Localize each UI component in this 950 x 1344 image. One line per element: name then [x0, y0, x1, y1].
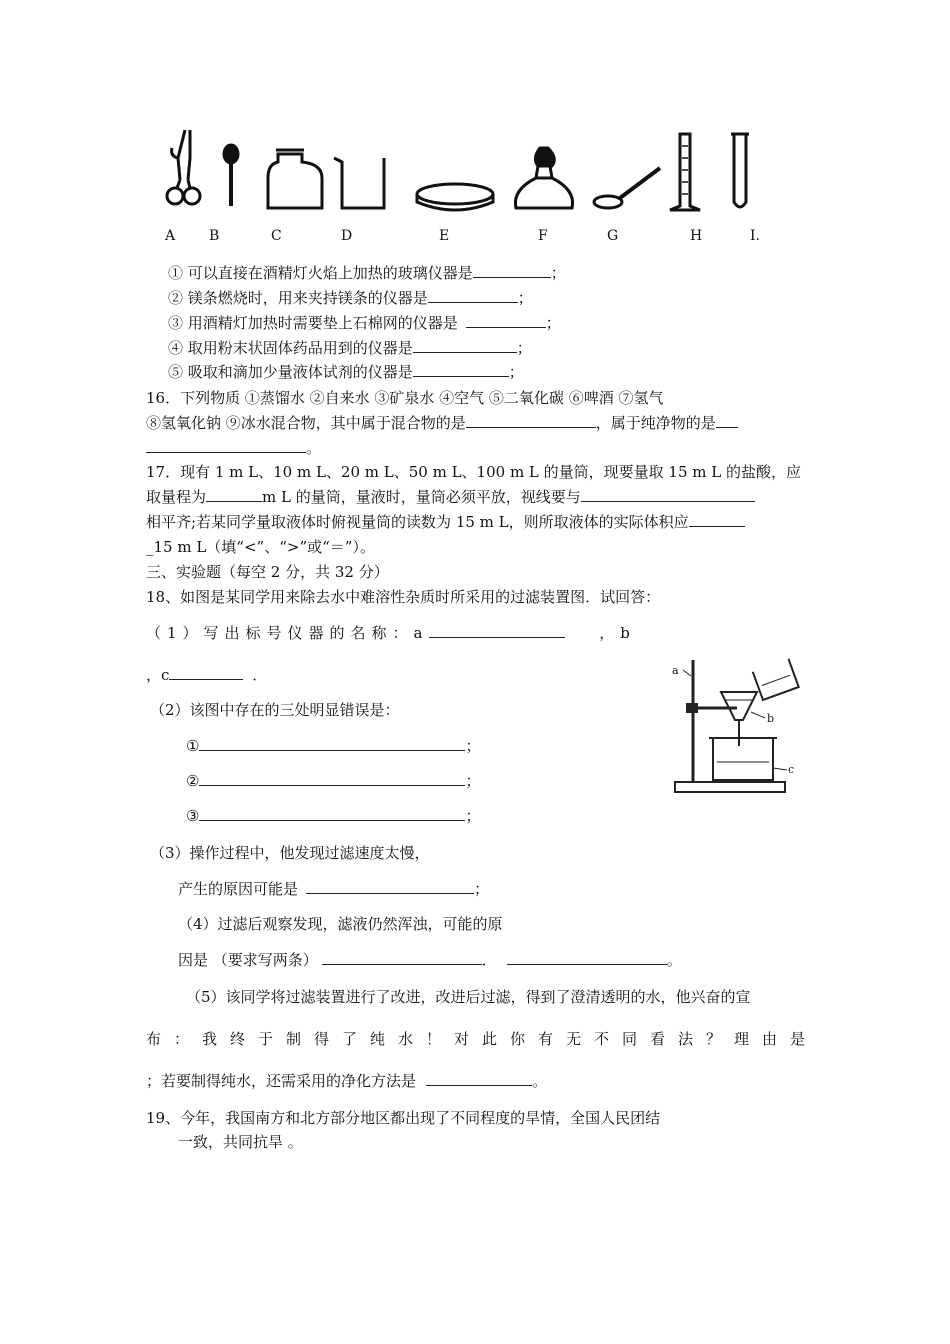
q18-text: 产生的原因可能是	[178, 880, 299, 898]
error-blank-3[interactable]	[199, 806, 465, 821]
graduated-cylinder-icon	[670, 134, 700, 210]
q17-text: 相平齐;若某同学量取液体时俯视量筒的读数为 15 m L，则所取液体的实际体积应	[146, 513, 689, 531]
error-blank-2[interactable]	[199, 771, 465, 786]
q16-text: ⑧氢氧化钠 ⑨冰水混合物，其中属于混合物的是	[146, 414, 466, 432]
q18-part-4: （4）过滤后观察发现，滤液仍然浑浊，可能的原	[178, 915, 503, 933]
semicolon: ；	[465, 737, 481, 755]
q18-part-5: （5）该同学将过滤装置进行了改进，改进后过滤，得到了澄清透明的水，他兴奋的宣	[186, 988, 751, 1006]
q16-line-2	[146, 412, 738, 433]
instrument-label-a: A	[165, 228, 176, 244]
q18-part-5-line-2: 布：我终于制得了纯水！对此你有无不同看法？理由是	[146, 1030, 819, 1048]
q16-tail: 。	[306, 439, 322, 457]
q16-line-3	[146, 437, 321, 458]
q15-item-4	[168, 337, 532, 358]
q15-item-tail: ；	[508, 363, 524, 381]
turbid-reason-blank-1[interactable]	[322, 950, 482, 965]
pouring-beaker-icon	[753, 659, 799, 700]
q18-part-3-cont	[178, 878, 489, 899]
q15-item-tail: ；	[550, 264, 566, 282]
instrument-figures	[160, 128, 800, 223]
period: 。	[532, 1072, 548, 1090]
q15-item-tail: ；	[545, 314, 561, 332]
instrument-label-i: I.	[750, 228, 760, 244]
evaporating-dish-icon	[417, 184, 493, 210]
q15-item-5	[168, 361, 524, 382]
error-mark: ②	[186, 772, 200, 790]
receiving-beaker-icon	[713, 738, 773, 780]
q17-line-3	[146, 511, 745, 532]
q18-part-2: （2）该图中存在的三处明显错误是：	[150, 701, 400, 719]
error-line-3	[186, 805, 480, 826]
error-mark: ①	[186, 737, 200, 755]
instrument-label-f: F	[538, 228, 548, 244]
q18-text: （1）写出标号仪器的名称：a	[146, 624, 429, 642]
instrument-label-c: C	[271, 228, 282, 244]
semicolon: ；	[474, 880, 490, 898]
figure-label-c: c	[788, 763, 795, 776]
instrument-label-h: H	[690, 228, 703, 244]
turbid-reason-blank-2[interactable]	[507, 950, 667, 965]
q15-item-1	[168, 262, 566, 283]
semicolon: ；	[465, 772, 481, 790]
funnel-icon	[721, 692, 757, 720]
answer-blank[interactable]	[413, 338, 517, 353]
q17-line-2	[146, 486, 755, 507]
q18-part-5-line-3	[146, 1070, 547, 1091]
q17-line-1: 17．现有 1 m L、10 m L、20 m L、50 m L、100 m L 的量筒，现要量取 15 m L 的盐酸，应	[146, 463, 802, 481]
q15-item-3	[168, 312, 561, 333]
q17-text: m L 的量筒，量液时，量筒必须平放，视线要与	[262, 488, 581, 506]
q15-item-text: ⑤ 吸取和滴加少量液体试剂的仪器是	[168, 363, 413, 381]
purification-method-blank[interactable]	[426, 1071, 532, 1086]
q15-item-text: ② 镁条燃烧时，用来夹持镁条的仪器是	[168, 289, 428, 307]
q18-text: ，b	[599, 624, 636, 642]
q16-text: ，属于纯净物的是	[595, 414, 716, 432]
instrument-label-e: E	[439, 228, 450, 244]
dropper-icon	[224, 145, 238, 206]
q15-item-text: ③ 用酒精灯加热时需要垫上石棉网的仪器是	[168, 314, 458, 332]
name-c-blank[interactable]	[169, 665, 243, 680]
instrument-label-b: B	[209, 228, 220, 244]
sightline-blank[interactable]	[581, 487, 755, 502]
q16-line-1: 16．下列物质 ①蒸馏水 ②自来水 ③矿泉水 ④空气 ⑤二氧化碳 ⑥啤酒 ⑦氢气	[146, 389, 664, 407]
q17-text: 取量程为	[146, 488, 207, 506]
q17-line-4: _15 m L（填“<”、“>”或“＝”）。	[146, 538, 375, 556]
medicine-spoon-icon	[594, 168, 660, 208]
q15-item-tail: ；	[516, 339, 532, 357]
q15-item-2	[168, 287, 533, 308]
reagent-bottle-icon	[268, 150, 322, 208]
q18-part-3: （3）操作过程中，他发现过滤速度太慢，	[150, 844, 430, 862]
pure-substance-blank-cont[interactable]	[146, 438, 306, 453]
name-a-blank[interactable]	[429, 623, 565, 638]
q19-line-2: 一致，共同抗旱 。	[178, 1133, 303, 1151]
instrument-label-d: D	[341, 228, 353, 244]
period: 。	[666, 951, 682, 969]
q18-part-1	[146, 622, 636, 643]
answer-blank[interactable]	[428, 288, 518, 303]
range-blank[interactable]	[206, 487, 262, 502]
figure-label-a: a	[672, 664, 679, 677]
q15-item-text: ① 可以直接在酒精灯火焰上加热的玻璃仪器是	[168, 264, 473, 282]
q18-part-1-cont	[146, 664, 267, 685]
test-tube-icon	[731, 134, 749, 207]
semicolon: ；	[465, 807, 481, 825]
instrument-label-g: G	[607, 228, 619, 244]
mixture-blank[interactable]	[466, 413, 596, 428]
error-blank-1[interactable]	[199, 736, 465, 751]
q15-item-text: ④ 取用粉末状固体药品用到的仪器是	[168, 339, 413, 357]
alcohol-lamp-icon	[515, 148, 572, 208]
q18-part-4-cont	[178, 949, 682, 970]
separator: ．	[481, 951, 497, 969]
q15-item-tail: ；	[517, 289, 533, 307]
q18-text: ，c	[146, 666, 170, 684]
error-mark: ③	[186, 807, 200, 825]
q18-text: 因是 （要求写两条）	[178, 951, 318, 969]
slow-reason-blank[interactable]	[306, 879, 474, 894]
filtration-apparatus-figure	[665, 650, 815, 800]
error-line-2	[186, 770, 480, 791]
error-line-1	[186, 735, 480, 756]
crucible-tongs-icon	[167, 130, 200, 204]
answer-blank[interactable]	[466, 313, 546, 328]
q19-line-1: 19、今年，我国南方和北方部分地区都出现了不同程度的旱情，全国人民团结	[146, 1109, 661, 1127]
figure-label-b: b	[767, 712, 775, 725]
beaker-icon	[334, 158, 384, 208]
section-title: 三、实验题（每空 2 分，共 32 分）	[146, 563, 389, 581]
q18-intro: 18、如图是某同学用来除去水中难溶性杂质时所采用的过滤装置图．试回答：	[146, 588, 661, 606]
stand-base	[675, 782, 785, 792]
q18-text: ．	[252, 666, 268, 684]
volume-blank[interactable]	[689, 512, 745, 527]
answer-blank[interactable]	[413, 362, 509, 377]
answer-blank[interactable]	[473, 263, 551, 278]
pure-substance-blank[interactable]	[716, 413, 738, 428]
q18-text: ；若要制得纯水，还需采用的净化方法是	[146, 1072, 417, 1090]
